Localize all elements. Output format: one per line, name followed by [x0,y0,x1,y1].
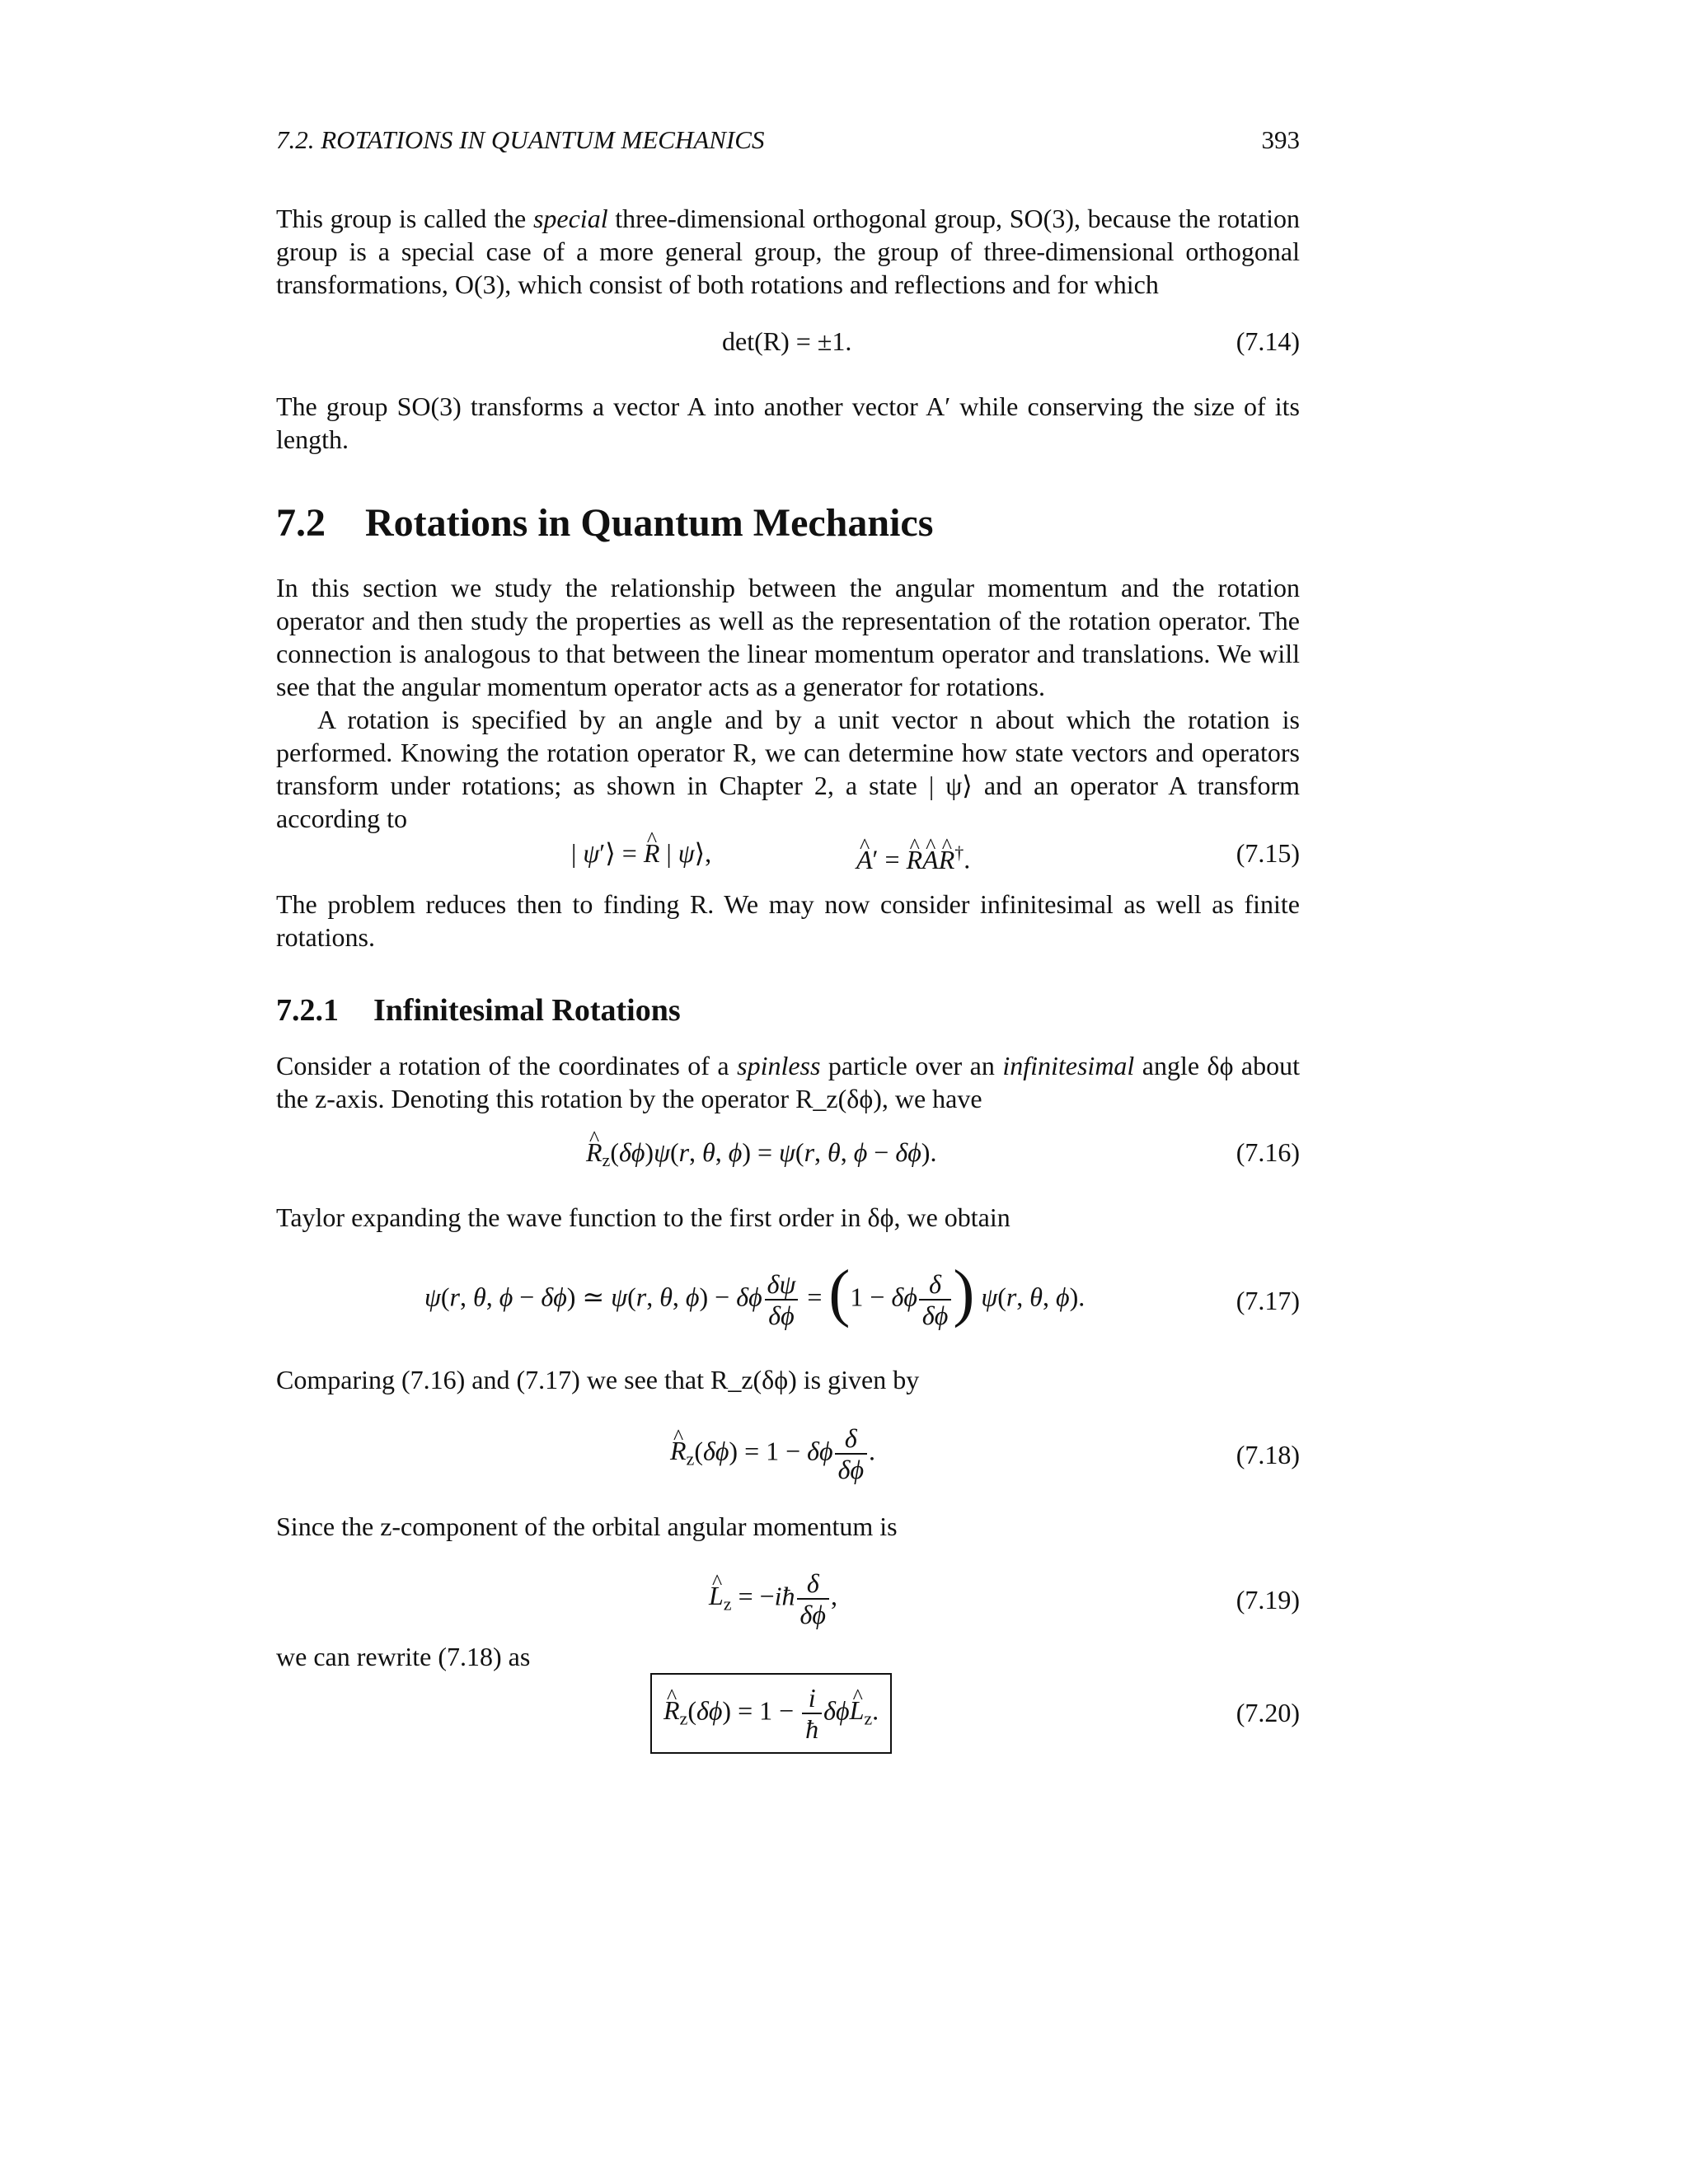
equation-7-16-number: (7.16) [1236,1137,1300,1167]
equation-7-18-number: (7.18) [1236,1440,1300,1469]
equation-7-15-left: | ψ′⟩ = ^ R | ψ⟩, [571,837,711,869]
intro-paragraph [276,202,1300,301]
running-head [276,124,1300,157]
intro-text-b: three-dimensional orthogonal group, SO(3), because the rotation group is a special case of a more general group, the group of three-dimensional orthogonal transformations, O(3), which consist of both rotations and reflections and for which [276,204,1301,299]
equation-7-15-number: (7.15) [1236,838,1300,868]
subsection-paragraph-1 [276,1049,1300,1115]
subsection-text-b: particle over an [820,1051,1003,1080]
equation-7-20-body [650,1673,892,1754]
subsection-text-c: angle δϕ about the z-axis. Denoting this rotation by the operator R_z(δϕ), we have [276,1051,1301,1113]
intro-paragraph-2: The group SO(3) transforms a vector A into another vector A′ while conserving the size of its length. [276,391,1300,454]
equation-7-15-right: ^ A′ = ^ R^ A^ R†. [856,837,970,876]
equation-7-18 [276,1423,1300,1489]
subsection-paragraph-3: Comparing (7.16) and (7.17) we see that R_z(δϕ) is given by [276,1365,920,1394]
section-heading [276,500,933,546]
section-paragraph-1: In this section we study the relationship between the angular momentum and the rotation operator and then study the properties as well as the representation of the rotation operator. The connection is analogous to that between the linear momentum operator and translations. We will see that the angular momentum operator acts as a generator for rotations. [276,573,1300,701]
equation-7-17-number: (7.17) [1236,1286,1300,1315]
subsection-text-a: Consider a rotation of the coordinates of a [276,1051,738,1080]
intro-special-emph: special [532,204,608,233]
subsection-number: 7.2.1 [276,993,339,1028]
page-number: 393 [1261,125,1300,154]
equation-7-20 [276,1673,1300,1755]
equation-7-19-number: (7.19) [1236,1585,1300,1615]
equation-7-14-number: (7.14) [1236,326,1300,356]
section-number: 7.2 [276,501,326,545]
equation-7-14-body: det(R) = ±1. [722,326,852,356]
subsection-title: Infinitesimal Rotations [373,993,681,1028]
equation-7-19 [276,1568,1300,1634]
infinitesimal-emph: infinitesimal [1002,1051,1135,1080]
equation-7-19-body: ^ $L_z$ = −iħ $\frac{\delta}{\delta\phi}$ , [709,1568,837,1629]
running-title: 7.2. ROTATIONS IN QUANTUM MECHANICS [276,125,765,154]
section-paragraph-3: The problem reduces then to finding R. We may now consider infinitesimal as well as finite rotations. [276,889,1300,952]
equation-7-16-body: ^ $R_z(\delta\phi)\psi(r$, θ, ϕ) = ψ(r, θ, ϕ − δϕ). [586,1136,936,1177]
equation-7-20-number: (7.20) [1236,1698,1300,1727]
boxed-result: ^ $R_z(\delta\phi) = 1$ − $\frac{i}{ħ}$ δϕ^ $L_z$. [650,1673,892,1754]
subsection-heading [276,991,681,1029]
spinless-emph: spinless [737,1051,821,1080]
equation-7-17-body: ψ(r, θ, ϕ − δϕ) ≃ ψ(r, θ, ϕ) − δϕ $\frac{\delta\psi}{\delta\phi}$ = (1 − δϕ $\frac{\delta}{\delta\phi}$ ) ψ(r, θ, ϕ). [424,1256,1085,1330]
subsection-paragraph-4: Since the z-component of the orbital angular momentum is [276,1511,898,1541]
section-paragraph-2: A rotation is specified by an angle and by a unit vector n about which the rotation is performed. Knowing the rotation operator R, we can determine how state vectors and operators transform under rotations; as shown in Chapter 2, a state | ψ⟩ and an operator A transform according to [276,705,1300,833]
intro-text-a: This group is called the [276,204,533,233]
equation-7-17 [276,1256,1300,1335]
subsection-paragraph-5: we can rewrite (7.18) as [276,1642,531,1671]
section-title: Rotations in Quantum Mechanics [365,501,934,545]
subsection-paragraph-2: Taylor expanding the wave function to the first order in δϕ, we obtain [276,1202,1010,1232]
equation-7-18-body: ^ $R_z(\delta\phi) = 1 - \delta\phi$ $\frac{\delta}{\delta\phi}$ . [670,1423,875,1484]
